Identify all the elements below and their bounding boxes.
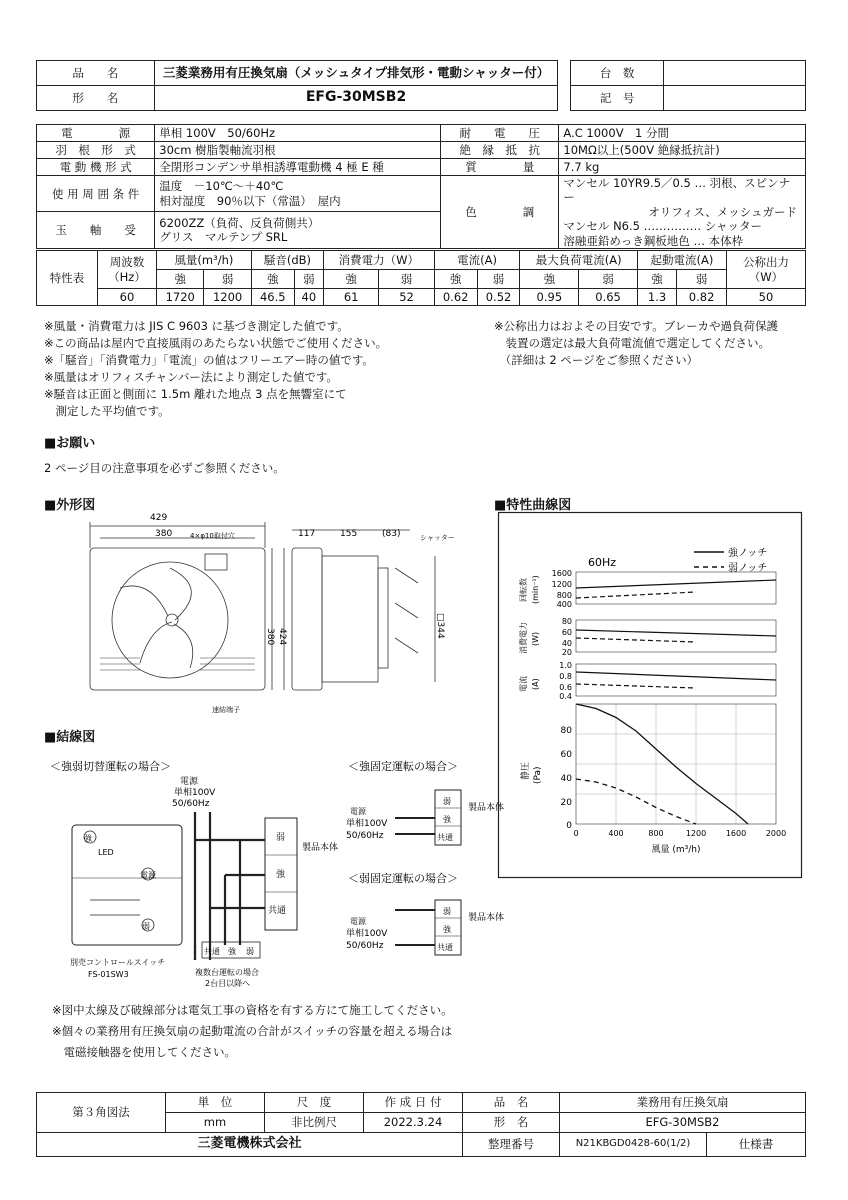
sp-tick: 80 <box>560 726 572 736</box>
char-value: 0.95 <box>520 289 579 306</box>
env-value: 温度 －10℃～＋40℃ 相対湿度 90％以下（常温） 屋内 <box>155 176 441 212</box>
characteristics-table <box>36 250 806 306</box>
dim-424: 424 <box>277 628 287 646</box>
sw-case-label: ＜強弱切替運転の場合＞ <box>50 760 171 773</box>
x-tick: 400 <box>608 829 624 838</box>
sp-tick: 60 <box>560 750 572 760</box>
char-value: 60 <box>98 289 157 306</box>
char-value: 46.5 <box>251 289 294 306</box>
daisu-value[interactable] <box>664 61 806 86</box>
fs-body: 製品本体 <box>468 803 505 813</box>
rpm-tick: 400 <box>556 600 572 609</box>
spec-value: 7.7 kg <box>559 159 806 176</box>
spec-value: 単相 100V 50/60Hz <box>155 125 441 142</box>
spec-label: 耐 電 圧 <box>441 125 559 142</box>
char-value: 0.52 <box>477 289 520 306</box>
dim-117: 117 <box>298 529 316 539</box>
airflow-header: 風量(m³/h) <box>157 251 252 270</box>
dengen-terminal: 電源 <box>140 871 156 880</box>
sw-common: 共通 <box>204 947 220 956</box>
current-header: 電流(A) <box>434 251 520 270</box>
rpm-tick: 800 <box>556 591 572 600</box>
x-tick: 2000 <box>765 829 787 838</box>
wiring-heading: ■結線図 <box>44 730 96 745</box>
pw-tick: 60 <box>561 628 572 637</box>
char-value: 0.65 <box>579 289 638 306</box>
body-label: 製品本体 <box>302 843 339 853</box>
spec-value: 30cm 樹脂製軸流羽根 <box>155 142 441 159</box>
char-value: 1.3 <box>637 289 676 306</box>
strong-label: 強 <box>157 270 204 289</box>
unit-value: mm <box>166 1113 265 1133</box>
body-strong: 強 <box>276 870 286 880</box>
char-value: 50 <box>727 289 806 306</box>
request-heading: ■お願い <box>44 436 96 451</box>
cur-unit: (A) <box>531 678 540 690</box>
fw-power: 電源 <box>350 917 366 926</box>
fw-common: 共通 <box>437 943 453 952</box>
x-label: 風量 (m³/h) <box>651 845 701 855</box>
seiri-label: 整理番号 <box>463 1133 560 1157</box>
dim-380w: 380 <box>155 529 173 539</box>
footer-katamei-label: 形 名 <box>463 1113 560 1133</box>
rpm-tick: 1200 <box>551 580 572 589</box>
chart-freq: 60Hz <box>588 556 617 569</box>
shutter-label: シャッター <box>420 534 455 542</box>
footer-hinmei-label: 品 名 <box>463 1093 560 1113</box>
power-header: 消費電力（W） <box>324 251 435 270</box>
characteristic-chart <box>498 512 802 878</box>
switch-label: 別売コントロールスイッチ <box>70 958 166 967</box>
cur-strong-curve <box>576 672 776 680</box>
scale-label: 尺 度 <box>265 1093 364 1113</box>
x-tick: 800 <box>648 829 664 838</box>
outline-drawing <box>40 508 470 718</box>
cur-label: 電流 <box>519 676 528 692</box>
spec-label: 絶 縁 抵 抗 <box>441 142 559 159</box>
pw-tick: 80 <box>561 617 572 626</box>
char-value: 1200 <box>204 289 251 306</box>
rpm-weak-curve <box>576 592 696 598</box>
seiri-value: N21KBGD0428-60(1/2) <box>560 1133 707 1157</box>
spec-label: 電 動 機 形 式 <box>37 159 155 176</box>
strong-label: 強 <box>434 270 477 289</box>
pw-tick: 40 <box>561 639 572 648</box>
dim-380h: 380 <box>265 628 275 646</box>
sp-tick: 40 <box>560 774 572 784</box>
sp-weak-curve <box>576 779 696 824</box>
model-name: EFG-30MSB2 <box>154 86 558 111</box>
fs-voltage: 単相100V <box>346 819 388 829</box>
char-value: 40 <box>294 289 323 306</box>
spec-value: A.C 1000V 1 分間 <box>559 125 806 142</box>
notes-right: ※公称出力はおよその目安です。ブレーカや過負荷保護 装置の選定は最大負荷電流値で選定してください。 （詳細は 2 ページをご参照ください） <box>494 319 779 367</box>
sp-unit: (Pa) <box>533 766 543 784</box>
x-tick: 1600 <box>725 829 747 838</box>
cur-tick: 0.8 <box>559 672 572 681</box>
strong-label: 強 <box>637 270 676 289</box>
sw-weak: 弱 <box>246 947 254 956</box>
katamei-label: 形 名 <box>37 86 155 111</box>
dim-155: 155 <box>340 529 358 539</box>
company: 三菱電機株式会社 <box>37 1133 463 1157</box>
fw-strong: 強 <box>443 925 451 934</box>
x-tick: 0 <box>573 829 579 838</box>
daisu-label: 台 数 <box>571 61 664 86</box>
body-weak: 弱 <box>276 833 286 843</box>
rpm-unit: (min⁻¹) <box>531 575 540 604</box>
sp-tick: 20 <box>560 798 572 808</box>
weak-label: 弱 <box>294 270 323 289</box>
bearing-label: 玉 軸 受 <box>37 212 155 248</box>
kigo-value[interactable] <box>664 86 806 111</box>
cur-tick: 1.0 <box>559 661 572 670</box>
date-value: 2022.3.24 <box>364 1113 463 1133</box>
fixed-weak-label: ＜弱固定運転の場合＞ <box>348 872 458 885</box>
legend-weak: 弱ノッチ <box>728 563 768 574</box>
scale-value: 非比例尺 <box>265 1113 364 1133</box>
hinmei-label: 品 名 <box>37 61 155 86</box>
char-value: 0.82 <box>677 289 727 306</box>
x-tick: 1200 <box>685 829 707 838</box>
bearing-value: 6200ZZ（負荷、反負荷側共） グリス マルテンプ SRL <box>155 212 441 248</box>
outline-heading: ■外形図 <box>44 498 96 513</box>
pw-tick: 20 <box>561 648 572 657</box>
rpm-strong-curve <box>576 580 776 588</box>
color-value: マンセル 10YR9.5／0.5 … 羽根、スピンナー オリフィス、メッシュガード マンセル N6.5 …………… シャッター 溶融亜鉛めっき鋼板地色 … 本体枠 <box>559 176 806 249</box>
fw-weak: 弱 <box>443 907 451 916</box>
startcur-header: 起動電流(A) <box>637 251 726 270</box>
strong-label: 強 <box>251 270 294 289</box>
doc-type: 仕様書 <box>707 1133 806 1157</box>
date-label: 作 成 日 付 <box>364 1093 463 1113</box>
cur-weak-curve <box>576 684 696 688</box>
multi-next: 2台目以降へ <box>205 979 251 988</box>
legend-strong: 強ノッチ <box>728 548 768 559</box>
color-label: 色 調 <box>441 176 559 249</box>
fs-strong: 強 <box>443 815 451 824</box>
body-common: 共通 <box>268 906 287 916</box>
holes-label: 4×φ10取付穴 <box>190 532 235 540</box>
curve-heading: ■特性曲線図 <box>494 498 572 513</box>
weak-label: 弱 <box>677 270 727 289</box>
weak-label: 弱 <box>379 270 434 289</box>
kigo-label: 記 号 <box>571 86 664 111</box>
footer-product-name: 業務用有圧換気扇 <box>560 1093 806 1113</box>
request-text: 2 ページ目の注意事項を必ずご参照ください。 <box>44 461 285 475</box>
strong-terminal: 強 <box>84 834 92 843</box>
fw-voltage: 単相100V <box>346 929 388 939</box>
char-value: 61 <box>324 289 379 306</box>
fs-freq: 50/60Hz <box>346 831 384 841</box>
cur-tick: 0.6 <box>559 683 572 692</box>
fs-weak: 弱 <box>443 797 451 806</box>
fw-freq: 50/60Hz <box>346 941 384 951</box>
sw-strong: 強 <box>228 947 236 956</box>
fixed-strong-label: ＜強固定運転の場合＞ <box>348 760 458 773</box>
fw-body: 製品本体 <box>468 913 505 923</box>
weak-label: 弱 <box>204 270 251 289</box>
wiring-notes: ※図中太線及び破線部分は電気工事の資格を有する方にて施工してください。 ※個々の業務用有圧換気扇の起動電流の合計がスイッチの容量を超える場合は 電磁接触器を使用してください。 <box>52 1003 453 1059</box>
rpm-label: 回転数 <box>519 578 528 602</box>
noise-header: 騒音(dB) <box>251 251 323 270</box>
power-voltage: 単相100V <box>174 788 216 798</box>
switch-model: FS-01SW3 <box>88 970 129 979</box>
led-label: LED <box>98 848 114 857</box>
char-value: 52 <box>379 289 434 306</box>
weak-label: 弱 <box>477 270 520 289</box>
notes-left: ※風量・消費電力は JIS C 9603 に基づき測定した値です。 ※この商品は屋内で直接風雨のあたらない状態でご使用ください。 ※「騒音」「消費電力」「電流」の値はフリーエアー時の値です。 ※風量はオリフィスチャンバー法により測定した値です。 ※騒音は正面と側面に 1.5m 離れた地点 3 点を無響室にて 測定した平均値です。 <box>44 319 388 418</box>
wiring-diagram <box>40 750 505 1005</box>
power-label: 電源 <box>180 777 199 787</box>
freq-header: 周波数 （Hz） <box>98 251 157 289</box>
spec-label: 質 量 <box>441 159 559 176</box>
env-label: 使 用 周 囲 条 件 <box>37 176 155 212</box>
dim-429: 429 <box>150 513 168 523</box>
footer-product-model: EFG-30MSB2 <box>560 1113 806 1133</box>
char-label: 特性表 <box>37 251 98 306</box>
fs-common: 共通 <box>437 833 453 842</box>
unit-label: 単 位 <box>166 1093 265 1113</box>
dim-344: □344 <box>435 613 445 639</box>
strong-label: 強 <box>520 270 579 289</box>
char-value: 1720 <box>157 289 204 306</box>
maxload-header: 最大負荷電流(A) <box>520 251 637 270</box>
product-name: 三菱業務用有圧換気扇（メッシュタイプ排気形・電動シャッター付） <box>154 61 558 86</box>
cur-tick: 0.4 <box>559 692 572 701</box>
footer-block <box>36 1092 806 1157</box>
pw-unit: (W) <box>531 631 540 646</box>
pw-label: 消費電力 <box>519 622 528 654</box>
fs-power: 電源 <box>350 807 366 816</box>
power-freq: 50/60Hz <box>172 799 210 809</box>
spec-value: 10MΩ以上(500V 絶縁抵抗計) <box>559 142 806 159</box>
rpm-tick: 1600 <box>551 569 572 578</box>
terminal-label: 速結端子 <box>212 706 240 714</box>
spec-value: 全閉形コンデンサ単相誘導電動機 4 極 E 種 <box>155 159 441 176</box>
pw-strong-curve <box>576 630 776 636</box>
spec-label: 羽 根 形 式 <box>37 142 155 159</box>
sp-label: 静圧 <box>521 761 531 780</box>
weak-terminal: 弱 <box>142 922 150 931</box>
weak-label: 弱 <box>579 270 638 289</box>
pw-weak-curve <box>576 638 696 642</box>
output-header: 公称出力 （W） <box>727 251 806 289</box>
spec-table <box>36 124 806 249</box>
sp-tick: 0 <box>566 821 572 831</box>
spec-label: 電 源 <box>37 125 155 142</box>
title-block <box>36 60 806 111</box>
multi-label: 複数台運転の場合 <box>195 968 259 977</box>
char-value: 0.62 <box>434 289 477 306</box>
strong-label: 強 <box>324 270 379 289</box>
projection: 第３角図法 <box>37 1093 166 1133</box>
dim-83: (83) <box>382 529 401 539</box>
